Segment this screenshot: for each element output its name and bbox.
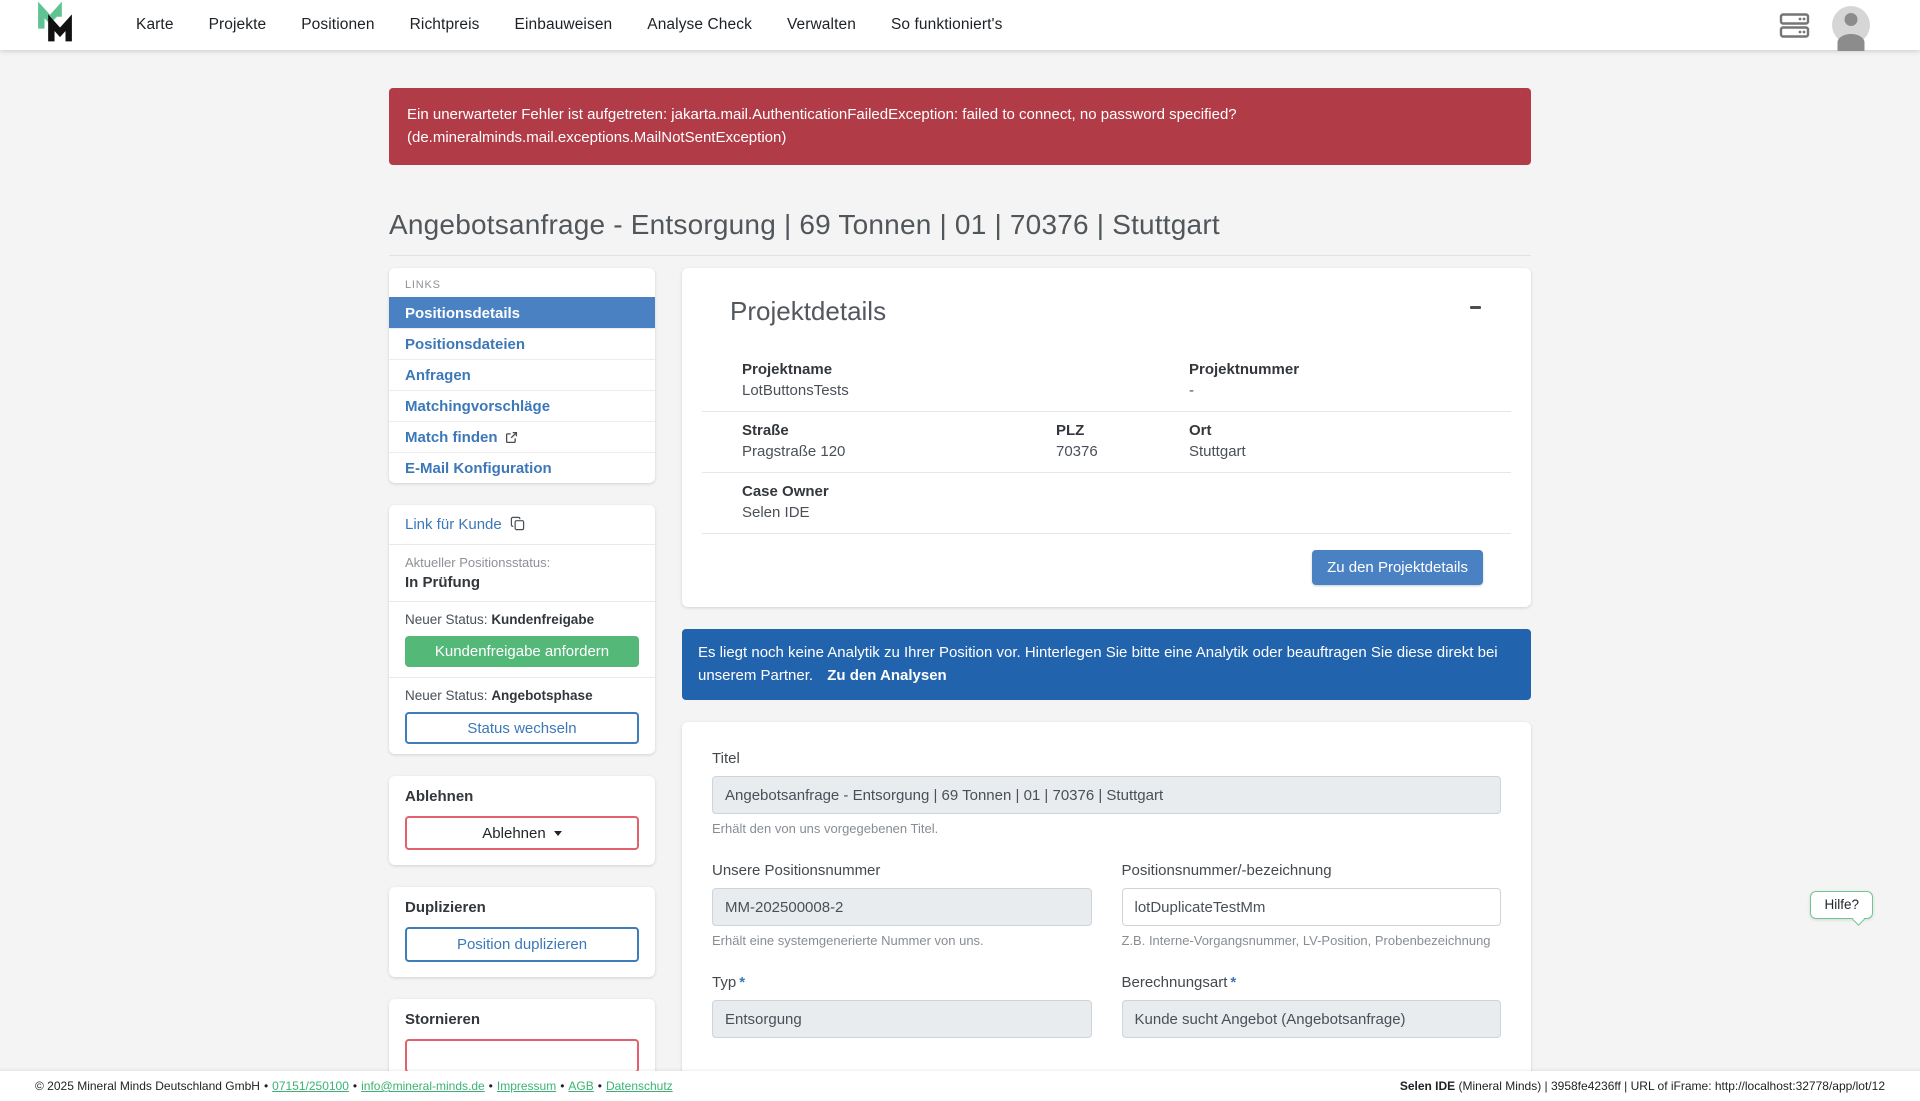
typ-label: Typ * [712,974,746,991]
server-stack-icon[interactable] [1779,12,1810,39]
our-number-input [712,888,1092,926]
nav-verwalten[interactable]: Verwalten [786,16,856,33]
footer-session-info: Selen IDE (Mineral Minds) | 3958fe4236ff | URL of iFrame: http://localhost:32778/app/lot/12 [1399,1079,1885,1093]
nav-richtpreis[interactable]: Richtpreis [409,16,480,33]
position-number-label: Positionsnummer/-bezeichnung [1121,862,1332,879]
reject-dropdown-button[interactable]: Ablehnen [405,816,639,850]
error-banner [389,88,1531,165]
new-status-line-2: Neuer Status: Angebotsphase [405,688,593,703]
reject-card [389,776,655,865]
logo-mm-icon [34,4,76,46]
analytics-alert-text: Es liegt noch keine Analytik zu Ihrer Position vor. Hinterlegen Sie bitte eine Analytik oder beauftragen Sie diese direkt bei unserem Partner. [698,644,1498,684]
berechnungsart-input [1122,1000,1502,1038]
duplicate-card [389,887,655,977]
field-strasse: Straße Pragstraße 120 [742,422,846,460]
footer-email-link[interactable]: info@mineral-minds.de [361,1079,485,1093]
field-plz: PLZ 70376 [1056,422,1098,460]
customer-link[interactable]: Link für Kunde [405,516,502,533]
user-avatar[interactable] [1832,6,1870,44]
error-banner-text: Ein unerwarteter Fehler ist aufgetreten: jakarta.mail.AuthenticationFailedException: failed to connect, no password specified? (de.mineralminds.mail.exceptions.MailNotSentException) [407,106,1237,146]
top-navbar [0,0,1920,50]
sidebar-item-match-finden[interactable]: Match finden [389,421,655,452]
sidebar-item-email-konfiguration[interactable]: E-Mail Konfiguration [389,452,655,483]
field-projektnummer: Projektnummer - [1189,361,1300,399]
nav-positionen[interactable]: Positionen [301,16,375,33]
footer-datenschutz-link[interactable]: Datenschutz [605,1079,673,1093]
status-card [389,505,655,754]
cancel-card-title: Stornieren [405,1011,481,1028]
position-number-input[interactable] [1122,888,1502,926]
main-content [682,268,1531,1098]
page-title: Angebotsanfrage - Entsorgung | 69 Tonnen | 01 | 70376 | Stuttgart [389,209,1220,240]
nav-karte[interactable]: Karte [136,16,174,33]
titel-label: Titel [712,750,740,767]
position-form-card [682,722,1531,1098]
field-ort: Ort Stuttgart [1189,422,1246,460]
copy-icon[interactable] [510,516,525,531]
footer-copyright: © 2025 Mineral Minds Deutschland GmbH [35,1079,260,1093]
footer-agb-link[interactable]: AGB [568,1079,594,1093]
help-bubble-tail [1852,913,1865,926]
position-number-group [1122,862,1502,948]
main-nav [136,16,1002,34]
our-number-helper: Erhält eine systemgenerierte Nummer von uns. [712,933,984,948]
required-mark: * [1230,974,1237,991]
links-card-title: LINKS [405,279,441,291]
berechnungsart-group [1122,974,1502,1038]
links-card [389,268,655,483]
caret-down-icon [554,831,562,836]
external-link-icon [505,431,518,444]
change-status-button[interactable]: Status wechseln [405,712,639,744]
request-approval-button[interactable]: Kundenfreigabe anfordern [405,636,639,667]
field-case-owner: Case Owner Selen IDE [742,483,829,521]
typ-input [712,1000,1092,1038]
titel-helper: Erhält den von uns vorgegebenen Titel. [712,821,939,836]
position-number-helper: Z.B. Interne-Vorgangsnummer, LV-Position, Probenbezeichnung [1121,933,1491,948]
duplicate-card-title: Duplizieren [405,899,486,916]
go-to-analyses-link[interactable]: Zu den Analysen [827,666,947,684]
titel-input [712,776,1501,814]
reject-card-title: Ablehnen [405,788,474,805]
mineral-minds-logo[interactable] [34,4,76,46]
duplicate-position-button[interactable]: Position duplizieren [405,927,639,962]
project-details-card [682,268,1531,607]
current-status-value: In Prüfung [405,574,480,591]
our-number-label: Unsere Positionsnummer [712,862,881,879]
divider [702,533,1511,534]
avatar-icon [1832,6,1870,44]
sidebar-item-matchingvorschlaege[interactable]: Matchingvorschläge [389,390,655,421]
field-projektname: Projektname LotButtonsTests [742,361,849,399]
footer: © 2025 Mineral Minds Deutschland GmbH • 07151/250100 • info@mineral-minds.de • Impressum • AGB • Datenschutz Selen IDE (Mineral Minds) | 3958fe4236ff | URL of iFrame: http://localhost:32778/app/lot/12 [0,1071,1920,1101]
nav-einbauweisen[interactable]: Einbauweisen [514,16,613,33]
nav-projekte[interactable]: Projekte [208,16,267,33]
title-divider [389,255,1531,256]
cancel-button[interactable] [405,1039,639,1073]
go-to-project-details-button[interactable]: Zu den Projektdetails [1312,550,1483,585]
our-number-group [712,862,1092,948]
titel-group [712,750,1501,836]
footer-phone-link[interactable]: 07151/250100 [272,1079,349,1093]
footer-impressum-link[interactable]: Impressum [496,1079,557,1093]
typ-group [712,974,1092,1038]
analytics-alert [682,629,1531,700]
project-details-title: Projektdetails [730,296,887,326]
sidebar [389,268,655,1101]
sidebar-item-positionsdateien[interactable]: Positionsdateien [389,328,655,359]
new-status-line-1: Neuer Status: Kundenfreigabe [405,612,595,627]
nav-so-funktionierts[interactable]: So funktioniert's [890,16,1003,33]
current-status-label: Aktueller Positionsstatus: [405,555,551,570]
sidebar-item-positionsdetails[interactable]: Positionsdetails [389,297,655,328]
collapse-card-button[interactable] [1468,296,1483,319]
sidebar-item-anfragen[interactable]: Anfragen [389,359,655,390]
required-mark: * [739,974,746,991]
minus-icon [1470,306,1481,309]
nav-analyse-check[interactable]: Analyse Check [647,16,752,33]
help-button[interactable]: Hilfe? [1810,891,1873,919]
berechnungsart-label: Berechnungsart * [1121,974,1237,991]
